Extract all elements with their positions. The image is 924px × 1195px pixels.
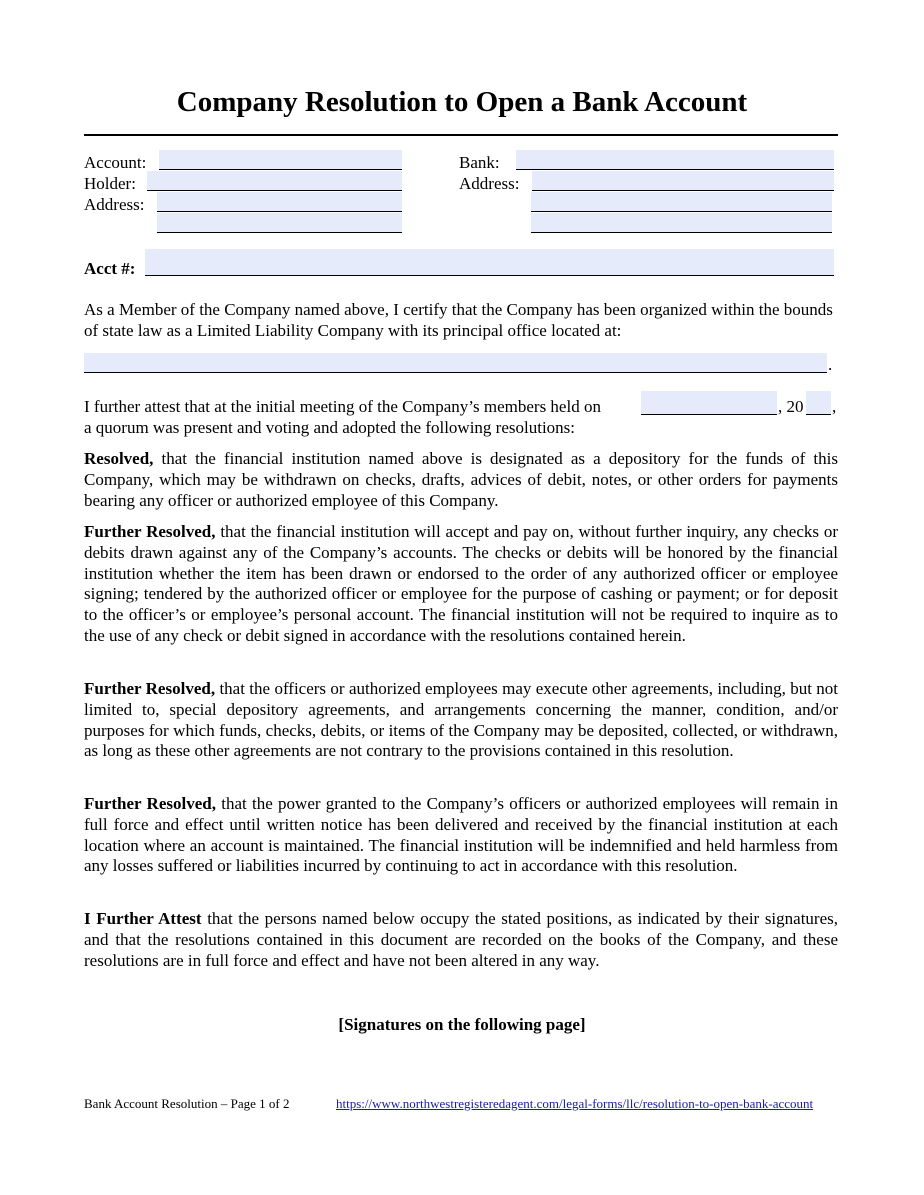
resolution-3-body: that the officers or authorized employees may execute other agreements, including, but not limited to, special depository agreements, and arrangements concerning the manner, condition, and/or purposes for which funds, checks, debits, or items of the Company may be deposited, collected, or withdrawn, as long as these other agreements are not contrary to the provisions contained in this resolution. [84,679,839,761]
holder-field[interactable] [147,171,402,191]
year-prefix: , 20 [778,397,804,416]
bank-field[interactable] [516,150,834,170]
holder-address-label: Address: [84,195,145,214]
final-attestation-heading: I Further Attest [84,909,202,928]
resolution-1-heading: Resolved, [84,449,154,468]
final-attestation [84,909,838,971]
resolution-1 [84,449,838,511]
resolution-2 [84,522,838,647]
page-title: Company Resolution to Open a Bank Account [176,86,748,118]
resolution-3 [84,679,838,762]
bank-address-field-1[interactable] [532,171,834,191]
account-field[interactable] [159,150,402,170]
acct-number-field[interactable] [145,249,834,276]
year-suffix: , [832,397,837,416]
resolution-3-heading: Further Resolved, [84,679,216,698]
account-label: Account: [84,153,147,172]
office-intro-paragraph: As a Member of the Company named above, I certify that the Company has been organized within the bounds of state law as a Limited Liability Company with its principal office located at: [84,300,833,340]
resolution-2-body: that the financial institution will accept and pay on, without further inquiry, any checks or debits drawn against any of the Company’s accounts. The checks or debits will be honored by the financial institution whether the item has been drawn or endorsed to the order of any authorized officer or employee signing; tendered by the authorized officer or employee for the purpose of cashing or payment; or for deposit to the officer’s or employee’s personal account. The financial institution will not be required to inquire as to the use of any check or debit signed in accordance with the resolutions contained herein. [84,522,838,645]
resolution-1-body: that the financial institution named above is designated as a depository for the funds of this Company, which may be withdrawn on checks, drafts, advices of debit, notes, or other orders for payments bearing any officer or authorized employee of this Company. [84,449,838,510]
bank-address-field-2[interactable] [531,192,832,212]
holder-address-field-2[interactable] [157,213,402,233]
signatures-note: [Signatures on the following page] [338,1015,586,1034]
attest-quorum-text: a quorum was present and voting and adopted the following resolutions: [84,418,576,437]
holder-label: Holder: [84,174,136,193]
principal-office-field[interactable] [84,353,827,373]
acct-number-label: Acct #: [84,259,136,278]
resolution-4-body: that the power granted to the Company’s officers or authorized employees will remain in full force and effect until written notice has been delivered and received by the financial institution at each location where an account is maintained. The financial institution will be indemnified and held harmless from any losses suffered or liabilities incurred by continuing to act in accordance with this resolution. [84,794,838,876]
attest-meeting-text: I further attest that at the initial meeting of the Company’s members held on [84,397,601,416]
bank-address-label: Address: [459,174,520,193]
holder-address-field-1[interactable] [157,192,402,212]
resolution-4-heading: Further Resolved, [84,794,216,813]
bank-address-field-3[interactable] [531,213,832,233]
final-attestation-body: that the persons named below occupy the stated positions, as indicated by their signatures, and that the resolutions contained in this document are recorded on the books of the Company, and these resolutions are in full force and effect and have not been altered in any way. [84,909,838,970]
resolution-4 [84,794,838,877]
meeting-year-field[interactable] [806,391,831,415]
footer-url-link[interactable]: https://www.northwestregisteredagent.com/legal-forms/llc/resolution-to-open-bank-account [336,1096,814,1111]
bank-label: Bank: [459,153,500,172]
office-period: . [828,355,833,374]
title-divider [84,134,838,136]
resolution-2-heading: Further Resolved, [84,522,216,541]
meeting-date-field[interactable] [641,391,777,415]
footer-page-label: Bank Account Resolution – Page 1 of 2 [84,1096,290,1111]
